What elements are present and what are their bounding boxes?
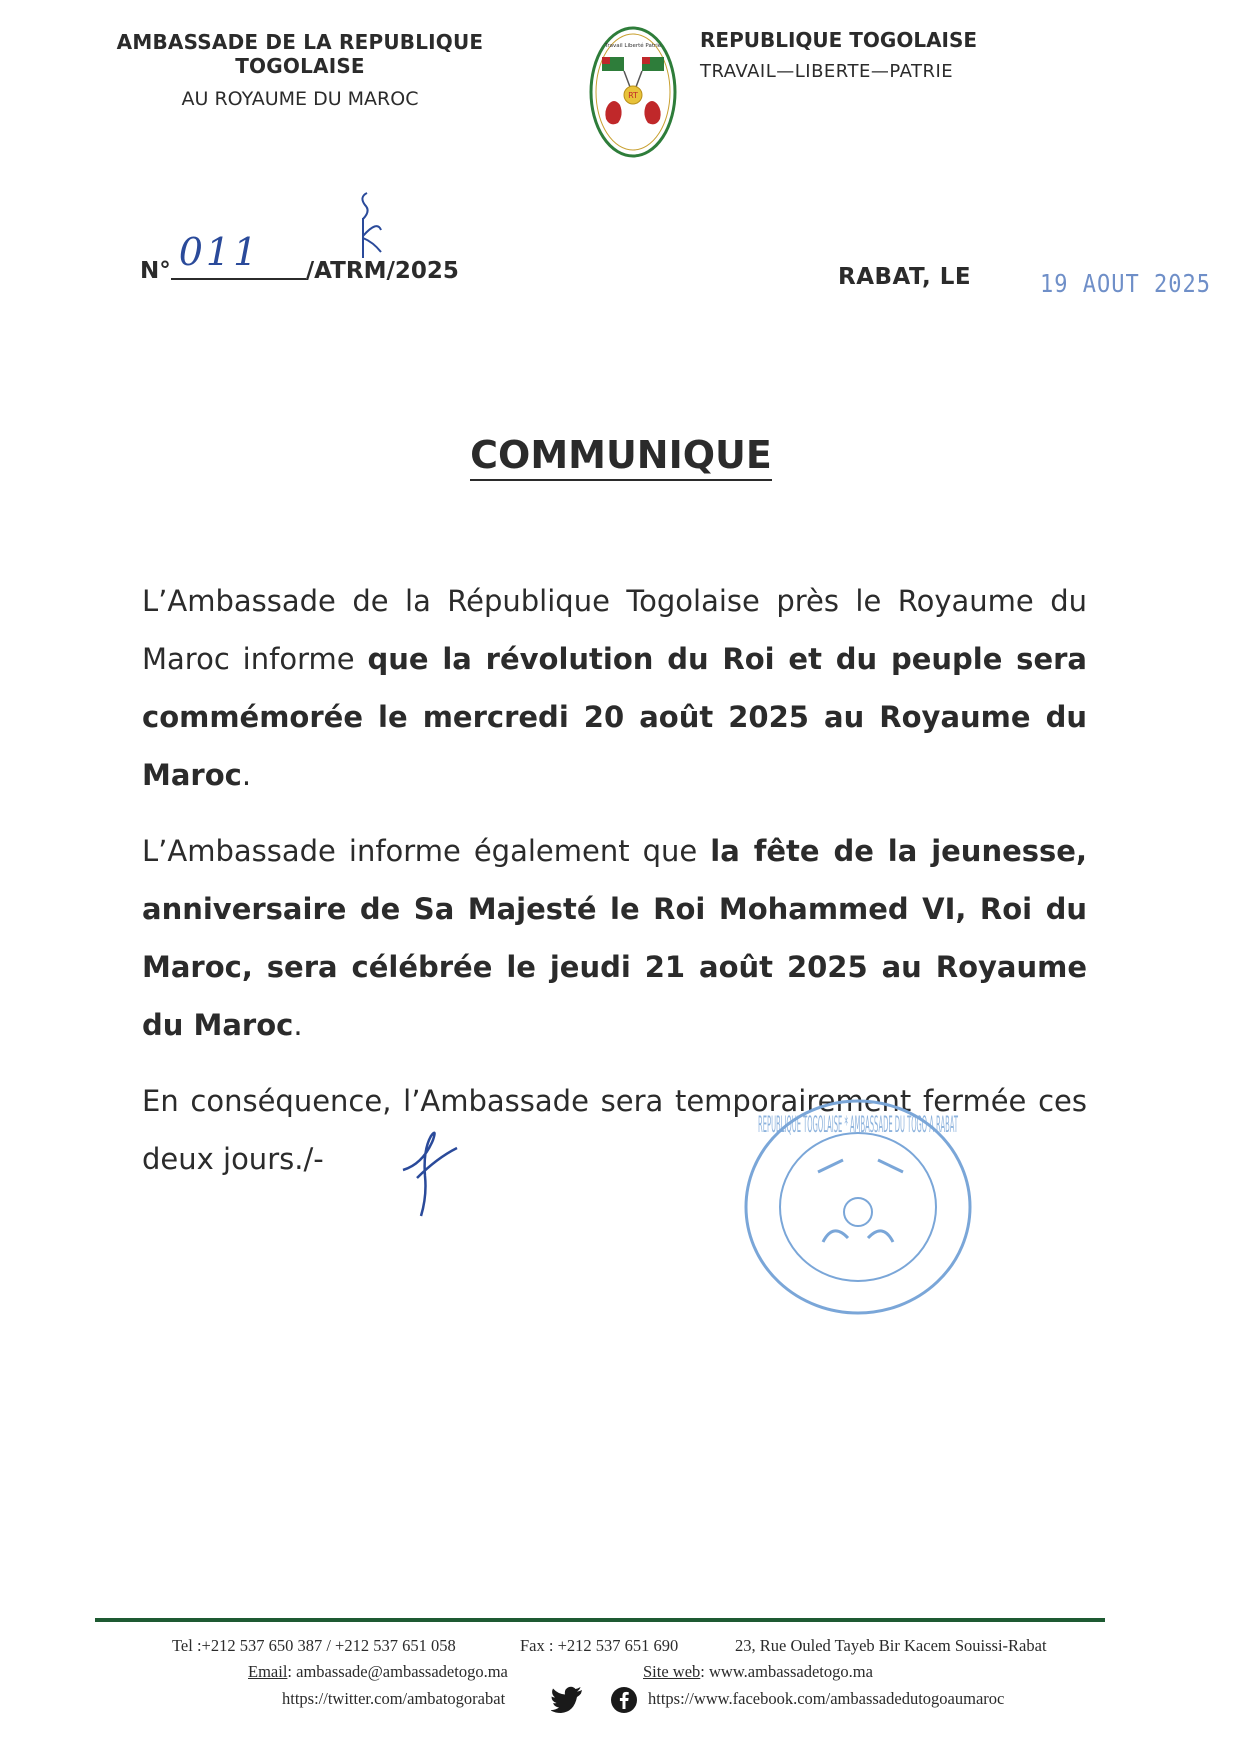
email-label: Email bbox=[248, 1662, 288, 1681]
p2-end: . bbox=[293, 1008, 303, 1042]
reference-number bbox=[140, 230, 459, 284]
handwritten-signature bbox=[395, 1120, 465, 1220]
page-title bbox=[0, 433, 1242, 477]
reference-number-slot bbox=[171, 230, 306, 280]
reference-prefix: N° bbox=[140, 258, 171, 284]
p2-bold: la fête de la jeunesse, anniversaire de Sa Majesté le Roi Mohammed VI, Roi du Maroc, sera célébrée le jeudi 21 août 2025 au Royaume du Maroc bbox=[142, 834, 1087, 1042]
site-value[interactable]: : www.ambassadetogo.ma bbox=[700, 1662, 873, 1681]
republic-motto: TRAVAIL—LIBERTE—PATRIE bbox=[700, 61, 954, 82]
footer-address: 23, Rue Ouled Tayeb Bir Kacem Souissi-Rabat bbox=[735, 1636, 1047, 1655]
paragraph-1 bbox=[142, 572, 1087, 804]
header-right bbox=[700, 28, 990, 82]
page-title-text: COMMUNIQUE bbox=[470, 433, 772, 481]
embassy-name: AMBASSADE DE LA REPUBLIQUE TOGOLAISE bbox=[116, 30, 484, 78]
reference-suffix: /ATRM/2025 bbox=[305, 258, 459, 284]
site-label: Site web bbox=[643, 1662, 701, 1681]
city-label: RABAT, LE bbox=[838, 264, 972, 290]
p2-text: L’Ambassade informe également que bbox=[142, 834, 711, 868]
footer-divider bbox=[95, 1618, 1105, 1622]
official-stamp bbox=[738, 1092, 978, 1322]
emblem-motto: Travail Liberté Patrie bbox=[604, 43, 662, 49]
footer-website bbox=[643, 1662, 873, 1682]
handwritten-number: 011 bbox=[178, 230, 261, 274]
twitter-bird-icon bbox=[551, 1686, 583, 1714]
footer-email bbox=[248, 1662, 508, 1682]
date-stamp: 19 AOUT 2025 bbox=[1040, 270, 1211, 299]
paragraph-2 bbox=[142, 822, 1087, 1054]
embassy-country: AU ROYAUME DU MAROC bbox=[181, 88, 419, 110]
republic-name: REPUBLIQUE TOGOLAISE bbox=[700, 28, 978, 52]
footer-twitter-link[interactable]: https://twitter.com/ambatogorabat bbox=[282, 1689, 506, 1708]
footer-fax: Fax : +212 537 651 690 bbox=[520, 1636, 679, 1655]
footer-tel: Tel :+212 537 650 387 / +212 537 651 058 bbox=[172, 1636, 456, 1655]
facebook-icon bbox=[610, 1686, 638, 1714]
p1-end: . bbox=[241, 758, 252, 792]
footer-facebook-link[interactable]: https://www.facebook.com/ambassadedutogoaumaroc bbox=[648, 1689, 1005, 1708]
p1-bold: que la révolution du Roi et du peuple sera commémorée le mercredi 20 août 2025 au Royaume du Maroc bbox=[142, 642, 1087, 792]
header-left bbox=[70, 30, 530, 110]
emblem-initials: RT bbox=[628, 91, 638, 100]
p1-text: L’Ambassade de la République Togolaise près le Royaume du Maroc informe bbox=[142, 584, 1087, 676]
email-value[interactable]: : ambassade@ambassadetogo.ma bbox=[287, 1662, 508, 1681]
stamp-text: REPUBLIQUE TOGOLAISE * AMBASSADE DU TOGO A RABAT bbox=[758, 1113, 959, 1138]
coat-of-arms-emblem bbox=[588, 25, 678, 160]
paragraph-3: En conséquence, l’Ambassade sera temporairement fermée ces deux jours./- bbox=[142, 1084, 1087, 1176]
